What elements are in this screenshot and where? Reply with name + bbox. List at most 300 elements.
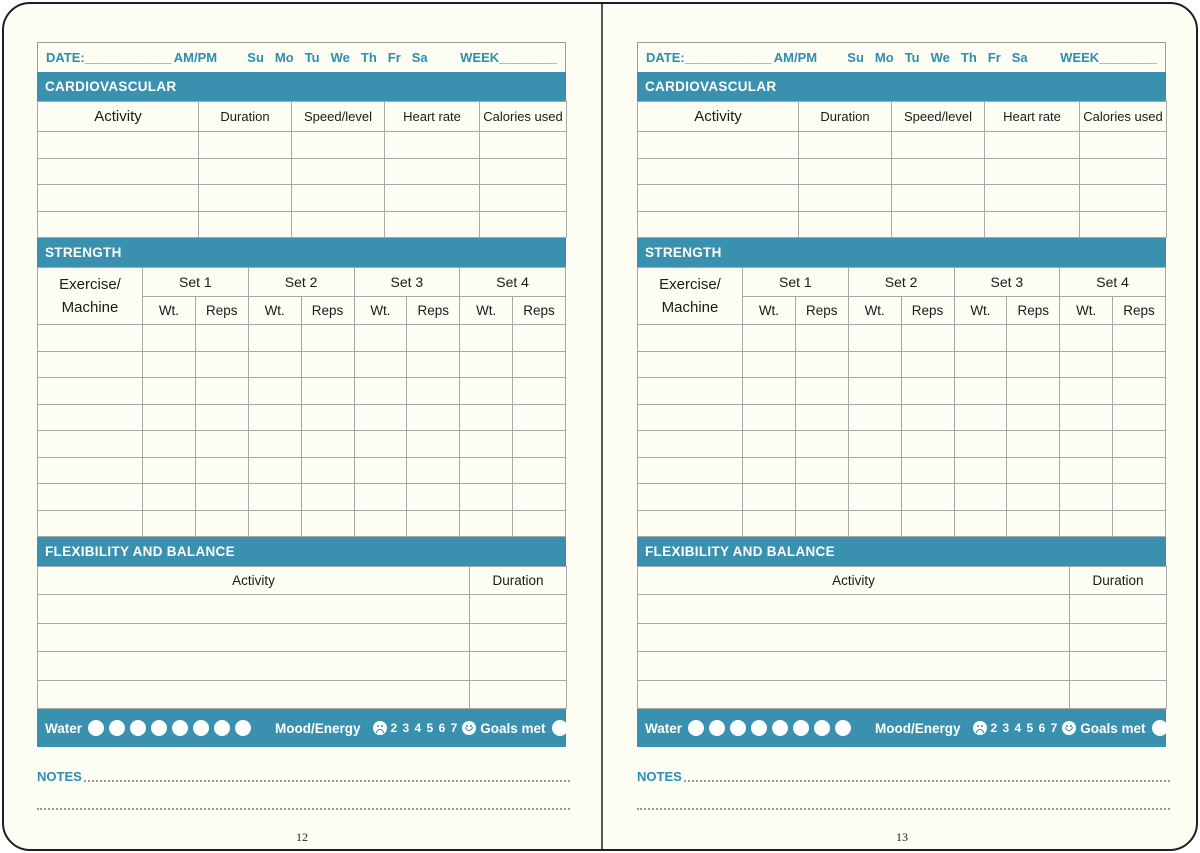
entry-cell[interactable] [954,325,1007,352]
strength-entry-row [638,431,1166,458]
entry-cell[interactable] [513,378,566,405]
entry-cell[interactable] [301,510,354,537]
entry-cell[interactable] [795,484,848,511]
entry-cell[interactable] [892,185,985,212]
entry-cell[interactable] [354,378,407,405]
entry-cell[interactable] [354,510,407,537]
weekday-option[interactable]: Fr [387,50,401,65]
entry-cell[interactable] [848,378,901,405]
entry-cell[interactable] [38,457,143,484]
entry-cell[interactable] [460,404,513,431]
entry-cell[interactable] [848,431,901,458]
flexibility-entry-row [638,595,1167,624]
entry-cell[interactable] [795,404,848,431]
water-circle-icon[interactable] [235,720,251,736]
entry-cell[interactable] [407,325,460,352]
entry-cell[interactable] [385,132,480,159]
happy-face-icon[interactable] [462,721,476,735]
entry-cell[interactable] [1113,404,1166,431]
entry-cell[interactable] [799,158,892,185]
entry-cell[interactable] [1007,404,1060,431]
entry-cell[interactable] [848,484,901,511]
date-field[interactable]: DATE:____________ [46,50,172,65]
strength-header-set: Set 2 [848,268,954,297]
notes-area [37,768,570,810]
entry-cell[interactable] [795,510,848,537]
entry-cell[interactable] [954,484,1007,511]
date-field[interactable]: DATE:____________ [646,50,772,65]
cardio-entry-row [38,211,567,238]
strength-header-wt: Wt. [354,297,407,325]
weekday-option[interactable]: Su [247,50,264,65]
entry-cell[interactable] [1007,510,1060,537]
entry-cell[interactable] [301,325,354,352]
water-circle-icon[interactable] [109,720,125,736]
entry-cell[interactable] [901,484,954,511]
entry-cell[interactable] [795,378,848,405]
cardio-table [637,101,1167,238]
water-circle-icon[interactable] [772,720,788,736]
happy-face-icon[interactable] [1062,721,1076,735]
water-circle-icon[interactable] [751,720,767,736]
entry-cell[interactable] [1007,457,1060,484]
entry-cell[interactable] [954,351,1007,378]
entry-cell[interactable] [195,484,248,511]
cardio-section-title: CARDIOVASCULAR [637,72,1166,101]
strength-entry-row [638,404,1166,431]
page-left [4,4,602,851]
strength-header-wt: Wt. [248,297,301,325]
entry-cell[interactable] [638,378,743,405]
weekday-selector [247,50,460,65]
entry-cell[interactable] [143,404,196,431]
entry-cell[interactable] [1060,457,1113,484]
entry-cell[interactable] [743,457,796,484]
entry-cell[interactable] [638,623,1070,652]
water-circle-icon[interactable] [709,720,725,736]
entry-cell[interactable] [638,351,743,378]
entry-cell[interactable] [38,325,143,352]
strength-header-exercise: Exercise/ Machine [38,268,143,325]
entry-cell[interactable] [799,132,892,159]
entry-cell[interactable] [743,404,796,431]
entry-cell[interactable] [480,132,567,159]
entry-cell[interactable] [1070,680,1167,709]
page-number: 12 [296,830,308,844]
goals-met-circle-icon[interactable] [1152,720,1168,736]
entry-cell[interactable] [1113,325,1166,352]
flexibility-table [637,566,1167,709]
entry-cell[interactable] [848,351,901,378]
entry-cell[interactable] [848,404,901,431]
entry-cell[interactable] [385,211,480,238]
strength-header-wt: Wt. [460,297,513,325]
flexibility-entry-row [638,680,1167,709]
flexibility-header-duration: Duration [470,567,567,595]
entry-cell[interactable] [1080,132,1167,159]
entry-cell[interactable] [407,431,460,458]
entry-cell[interactable] [1113,431,1166,458]
entry-cell[interactable] [38,680,470,709]
entry-cell[interactable] [301,484,354,511]
entry-cell[interactable] [354,484,407,511]
strength-header-set: Set 3 [354,268,460,297]
entry-cell[interactable] [743,431,796,458]
entry-cell[interactable] [460,484,513,511]
entry-cell[interactable] [1080,211,1167,238]
entry-cell[interactable] [985,158,1080,185]
entry-cell[interactable] [848,325,901,352]
entry-cell[interactable] [638,431,743,458]
entry-cell[interactable] [1113,510,1166,537]
entry-cell[interactable] [743,351,796,378]
entry-cell[interactable] [248,351,301,378]
entry-cell[interactable] [38,431,143,458]
entry-cell[interactable] [513,404,566,431]
entry-cell[interactable] [901,510,954,537]
entry-cell[interactable] [1060,484,1113,511]
entry-cell[interactable] [199,158,292,185]
entry-cell[interactable] [407,351,460,378]
entry-cell[interactable] [1080,185,1167,212]
entry-cell[interactable] [407,457,460,484]
entry-cell[interactable] [954,404,1007,431]
entry-cell[interactable] [1007,431,1060,458]
entry-cell[interactable] [199,211,292,238]
entry-cell[interactable] [301,351,354,378]
entry-cell[interactable] [292,132,385,159]
entry-cell[interactable] [892,132,985,159]
strength-entry-row [638,457,1166,484]
entry-cell[interactable] [638,680,1070,709]
strength-header-wt: Wt. [1060,297,1113,325]
entry-cell[interactable] [407,378,460,405]
cardio-entry-row [638,158,1167,185]
entry-cell[interactable] [638,595,1070,624]
entry-cell[interactable] [799,185,892,212]
week-field[interactable]: WEEK________ [1060,50,1158,65]
water-circle-icon[interactable] [172,720,188,736]
entry-cell[interactable] [795,325,848,352]
workout-journal-spread [2,2,1198,851]
strength-header-wt: Wt. [954,297,1007,325]
entry-cell[interactable] [954,457,1007,484]
entry-cell[interactable] [1060,378,1113,405]
entry-cell[interactable] [1113,484,1166,511]
entry-cell[interactable] [743,484,796,511]
entry-cell[interactable] [292,158,385,185]
entry-cell[interactable] [1060,510,1113,537]
weekday-option[interactable]: Sa [411,50,428,65]
entry-cell[interactable] [470,652,567,681]
entry-cell[interactable] [743,510,796,537]
entry-cell[interactable] [199,185,292,212]
entry-cell[interactable] [38,595,470,624]
weekday-option[interactable]: Mo [274,50,294,65]
water-label: Water [645,720,683,736]
entry-cell[interactable] [1080,158,1167,185]
entry-cell[interactable] [638,484,743,511]
entry-cell[interactable] [480,158,567,185]
entry-cell[interactable] [985,132,1080,159]
strength-entry-row [638,351,1166,378]
strength-entry-row [38,378,566,405]
entry-cell[interactable] [638,132,799,159]
entry-cell[interactable] [638,211,799,238]
entry-cell[interactable] [38,484,143,511]
mood-energy-scale [275,721,480,736]
entry-cell[interactable] [743,378,796,405]
weekday-option[interactable]: Su [847,50,864,65]
weekday-option[interactable]: Sa [1011,50,1028,65]
entry-cell[interactable] [799,211,892,238]
entry-cell[interactable] [892,211,985,238]
sad-face-icon[interactable] [973,721,987,735]
notes-line[interactable] [684,780,1170,782]
entry-cell[interactable] [38,185,199,212]
weekday-option[interactable]: Fr [987,50,1001,65]
entry-cell[interactable] [892,158,985,185]
entry-cell[interactable] [954,378,1007,405]
entry-cell[interactable] [1070,652,1167,681]
entry-cell[interactable] [954,510,1007,537]
water-circle-icon[interactable] [814,720,830,736]
goals-met [1080,720,1167,736]
entry-cell[interactable] [195,404,248,431]
weekday-option[interactable]: Tu [904,50,920,65]
entry-cell[interactable] [901,351,954,378]
entry-cell[interactable] [354,325,407,352]
weekday-option[interactable]: Tu [304,50,320,65]
entry-cell[interactable] [901,431,954,458]
entry-cell[interactable] [38,158,199,185]
entry-cell[interactable] [354,351,407,378]
entry-cell[interactable] [38,404,143,431]
strength-entry-row [638,325,1166,352]
strength-table [37,267,566,537]
entry-cell[interactable] [143,431,196,458]
weekday-option[interactable]: Th [960,50,977,65]
entry-cell[interactable] [38,132,199,159]
week-field[interactable]: WEEK________ [460,50,558,65]
entry-cell[interactable] [143,351,196,378]
cardio-header-heart-rate: Heart rate [985,102,1080,132]
entry-cell[interactable] [848,457,901,484]
entry-cell[interactable] [38,351,143,378]
weekday-option[interactable]: Th [360,50,377,65]
entry-cell[interactable] [795,351,848,378]
entry-cell[interactable] [638,404,743,431]
water-tracker [88,720,251,736]
entry-cell[interactable] [470,623,567,652]
entry-cell[interactable] [901,378,954,405]
entry-cell[interactable] [1060,325,1113,352]
entry-cell[interactable] [301,431,354,458]
entry-cell[interactable] [407,404,460,431]
entry-cell[interactable] [638,457,743,484]
entry-cell[interactable] [354,404,407,431]
water-circle-icon[interactable] [688,720,704,736]
water-circle-icon[interactable] [214,720,230,736]
entry-cell[interactable] [1007,351,1060,378]
weekday-option[interactable]: We [330,50,350,65]
entry-cell[interactable] [638,510,743,537]
entry-cell[interactable] [143,457,196,484]
water-circle-icon[interactable] [151,720,167,736]
entry-cell[interactable] [513,457,566,484]
entry-cell[interactable] [1007,325,1060,352]
entry-cell[interactable] [1070,595,1167,624]
weekday-option[interactable]: We [930,50,950,65]
strength-entry-row [638,378,1166,405]
entry-cell[interactable] [460,378,513,405]
entry-cell[interactable] [385,185,480,212]
entry-cell[interactable] [1070,623,1167,652]
strength-entry-row [638,510,1166,537]
water-circle-icon[interactable] [730,720,746,736]
entry-cell[interactable] [354,457,407,484]
entry-cell[interactable] [248,404,301,431]
water-circle-icon[interactable] [793,720,809,736]
entry-cell[interactable] [143,378,196,405]
entry-cell[interactable] [470,595,567,624]
water-circle-icon[interactable] [130,720,146,736]
entry-cell[interactable] [901,457,954,484]
entry-cell[interactable] [195,351,248,378]
entry-cell[interactable] [985,185,1080,212]
ampm-field[interactable]: AM/PM [173,50,218,65]
entry-cell[interactable] [1113,457,1166,484]
strength-entry-row [38,510,566,537]
entry-cell[interactable] [901,325,954,352]
entry-cell[interactable] [354,431,407,458]
entry-cell[interactable] [38,510,143,537]
strength-entry-row [38,325,566,352]
strength-entry-row [38,404,566,431]
entry-cell[interactable] [195,325,248,352]
water-circle-icon[interactable] [835,720,851,736]
sad-face-icon[interactable] [373,721,387,735]
entry-cell[interactable] [638,185,799,212]
entry-cell[interactable] [470,680,567,709]
entry-cell[interactable] [195,457,248,484]
entry-cell[interactable] [1060,431,1113,458]
water-circle-icon[interactable] [193,720,209,736]
entry-cell[interactable] [301,378,354,405]
entry-cell[interactable] [513,351,566,378]
entry-cell[interactable] [301,404,354,431]
entry-cell[interactable] [513,510,566,537]
notes-line[interactable] [637,808,1170,810]
entry-cell[interactable] [460,457,513,484]
entry-cell[interactable] [143,325,196,352]
entry-cell[interactable] [248,484,301,511]
entry-cell[interactable] [248,510,301,537]
entry-cell[interactable] [38,211,199,238]
entry-cell[interactable] [1060,404,1113,431]
entry-cell[interactable] [407,510,460,537]
entry-cell[interactable] [199,132,292,159]
strength-header-wt: Wt. [143,297,196,325]
entry-cell[interactable] [460,431,513,458]
entry-cell[interactable] [638,158,799,185]
cardio-header-activity: Activity [38,102,199,132]
entry-cell[interactable] [460,510,513,537]
entry-cell[interactable] [513,325,566,352]
entry-cell[interactable] [292,185,385,212]
entry-cell[interactable] [248,325,301,352]
entry-cell[interactable] [407,484,460,511]
entry-cell[interactable] [385,158,480,185]
entry-cell[interactable] [513,484,566,511]
entry-cell[interactable] [954,431,1007,458]
entry-cell[interactable] [143,510,196,537]
cardio-header-duration: Duration [199,102,292,132]
entry-cell[interactable] [1113,378,1166,405]
entry-cell[interactable] [38,378,143,405]
entry-cell[interactable] [460,325,513,352]
entry-cell[interactable] [143,484,196,511]
entry-cell[interactable] [795,431,848,458]
weekday-option[interactable]: Mo [874,50,894,65]
entry-cell[interactable] [901,404,954,431]
entry-cell[interactable] [460,351,513,378]
entry-cell[interactable] [743,325,796,352]
entry-cell[interactable] [301,457,354,484]
cardio-table [37,101,567,238]
cardio-entry-row [638,185,1167,212]
entry-cell[interactable] [248,431,301,458]
entry-cell[interactable] [292,211,385,238]
cardio-entry-row [38,185,567,212]
entry-cell[interactable] [795,457,848,484]
entry-cell[interactable] [985,211,1080,238]
entry-cell[interactable] [1007,378,1060,405]
strength-entry-row [638,484,1166,511]
entry-cell[interactable] [195,510,248,537]
ampm-field[interactable]: AM/PM [773,50,818,65]
strength-table [637,267,1166,537]
strength-header-set: Set 1 [743,268,849,297]
entry-cell[interactable] [638,325,743,352]
entry-cell[interactable] [848,510,901,537]
strength-entry-row [38,457,566,484]
entry-cell[interactable] [248,457,301,484]
entry-cell[interactable] [513,431,566,458]
entry-cell[interactable] [480,211,567,238]
entry-cell[interactable] [248,378,301,405]
entry-cell[interactable] [480,185,567,212]
notes-line[interactable] [37,808,570,810]
notes-line[interactable] [84,780,570,782]
mood-scale-numbers[interactable]: 2 3 4 5 6 7 [390,721,459,735]
cardio-section-title: CARDIOVASCULAR [37,72,566,101]
mood-scale-numbers[interactable]: 2 3 4 5 6 7 [990,721,1059,735]
water-circle-icon[interactable] [88,720,104,736]
entry-cell[interactable] [1113,351,1166,378]
entry-cell[interactable] [1007,484,1060,511]
flexibility-section-title: FLEXIBILITY AND BALANCE [637,537,1166,566]
entry-cell[interactable] [638,652,1070,681]
entry-cell[interactable] [38,623,470,652]
flexibility-entry-row [38,652,567,681]
entry-cell[interactable] [195,431,248,458]
entry-cell[interactable] [1060,351,1113,378]
goals-met-circle-icon[interactable] [552,720,568,736]
entry-cell[interactable] [38,652,470,681]
notes-label: NOTES [637,769,682,784]
entry-cell[interactable] [195,378,248,405]
